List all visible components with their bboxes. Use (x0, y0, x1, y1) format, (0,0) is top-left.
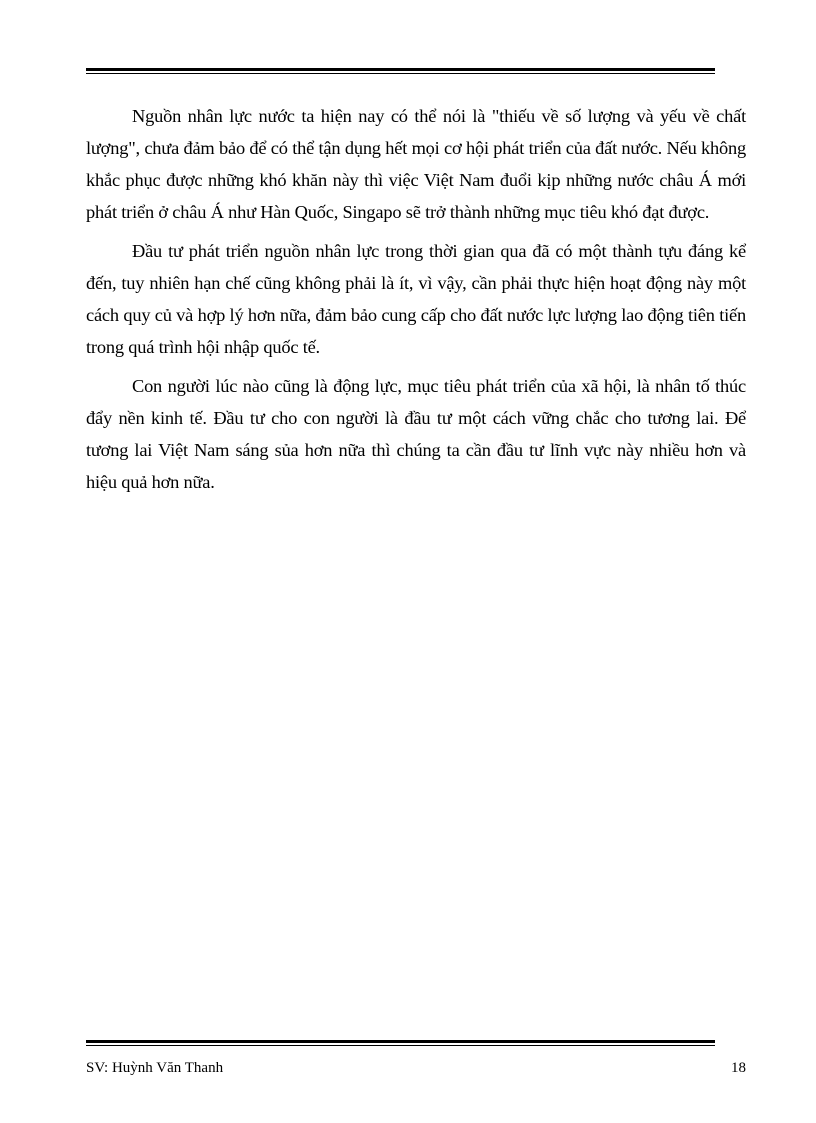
footer-student-name: SV: Huỳnh Văn Thanh (86, 1060, 224, 1076)
header-divider (86, 68, 715, 74)
footer-divider (86, 1040, 715, 1046)
page-number: 18 (731, 1060, 746, 1076)
paragraph-3: Con người lúc nào cũng là động lực, mục tiêu phát triển của xã hội, là nhân tố thúc đẩy nền kinh tế. Đầu tư cho con người là đầu tư một cách vững chắc cho tương lai. Để tương lai Việt Nam sáng sủa hơn nữa thì chúng ta cần đầu tư lĩnh vực này nhiều hơn và hiệu quả hơn nữa. (86, 376, 746, 492)
paragraph-1: Nguồn nhân lực nước ta hiện nay có thể nói là "thiếu về số lượng và yếu về chất lượng", chưa đảm bảo để có thể tận dụng hết mọi cơ hội phát triển của đất nước. Nếu không khắc phục được những khó khăn này thì việc Việt Nam đuổi kịp những nước châu Á mới phát triển ở châu Á như Hàn Quốc, Singapo sẽ trở thành những mục tiêu khó đạt được. (86, 106, 746, 222)
paragraph-2: Đầu tư phát triển nguồn nhân lực trong thời gian qua đã có một thành tựu đáng kể đến, tuy nhiên hạn chế cũng không phải là ít, vì vậy, cần phải thực hiện hoạt động này một cách quy củ và hợp lý hơn nữa, đảm bảo cung cấp cho đất nước lực lượng lao động tiên tiến trong quá trình hội nhập quốc tế. (86, 241, 746, 357)
body-text (86, 100, 746, 505)
